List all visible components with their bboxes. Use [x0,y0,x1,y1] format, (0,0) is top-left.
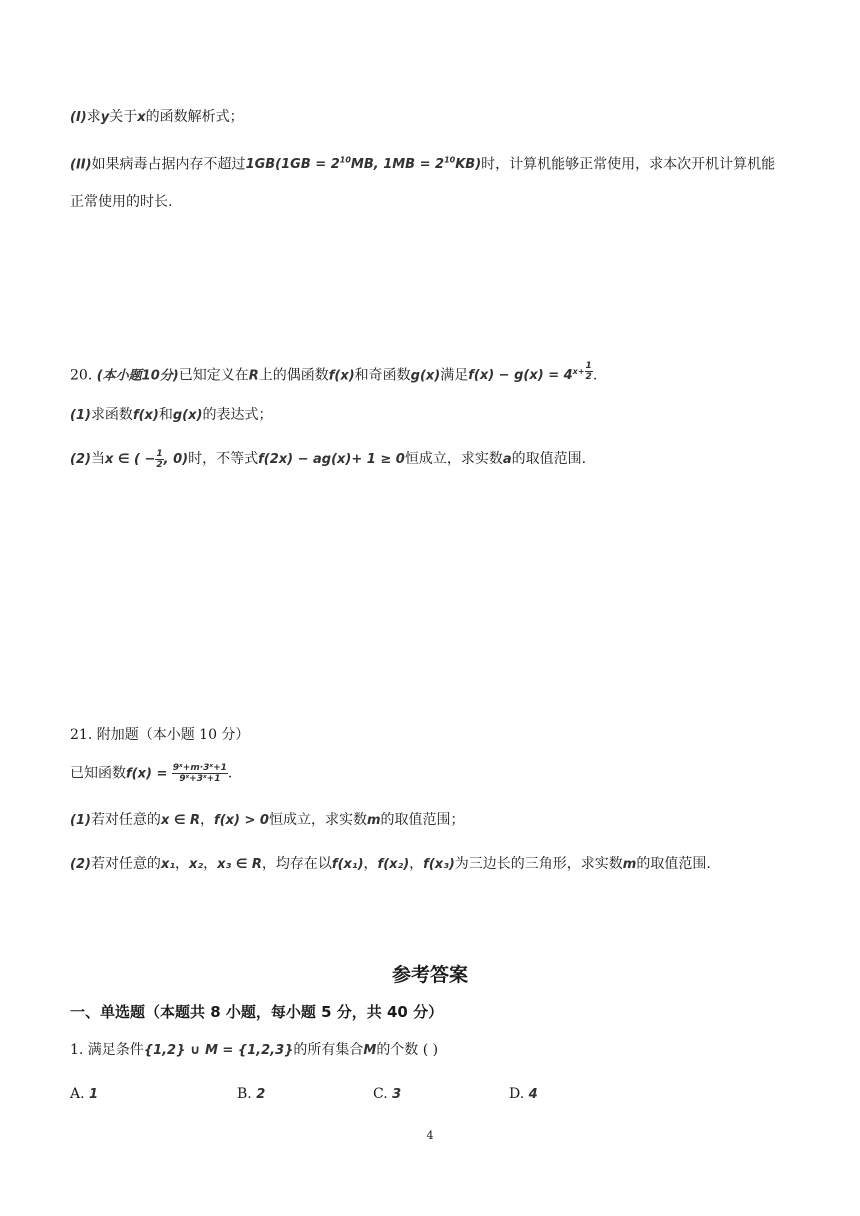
option-c: C. 3 [373,1086,402,1102]
q21-heading: 21. 附加题（本小题 10 分） [70,727,250,743]
answers-title: 参考答案 [391,964,468,986]
option-a: A. 1 [70,1086,99,1102]
q20-equation: $f(x) - g(x) = 4^{x+ \frac{1}{2}}$ [468,361,592,384]
page-number: 4 [426,1129,434,1142]
function-fraction: $\frac{\text{9ˣ+m·3ˣ+1}}{\text{9ˣ+3ˣ+1}}$ [172,763,227,784]
option-b: B. 2 [237,1086,266,1102]
fraction: $\frac{1}{2}$ [156,449,163,470]
q21-part1: (1)若对任意的x ∈ R，f(x) > 0恒成立，求实数m的取值范围； [70,812,465,828]
q20-part1: (1)求函数f(x)和g(x)的表达式； [70,407,273,423]
q21-part2: (2)若对任意的x₁，x₂，x₃ ∈ R，均存在以f(x₁)，f(x₂)，f(x₃)为三边长的三角形，求实数m的取值范围. [70,856,711,872]
q20-stem: 20. (本小题10分)已知定义在R上的偶函数f(x)和奇函数g(x)满足$f(x) - g(x) = 4^{x+ \frac{1}{2}}$ . [70,361,598,384]
q19-part2-continuation: 正常使用的时长. [70,194,173,210]
answer-question-1: 1. 满足条件{1,2} ∪ M = {1,2,3}的所有集合M的个数 ( ) [70,1042,439,1058]
option-d: D. 4 [509,1086,538,1102]
section-heading: 一、单选题（本题共 8 小题，每小题 5 分，共 40 分） [70,1003,444,1021]
q21-stem: 已知函数f(x) = $\frac{\text{9ˣ+m·3ˣ+1}}{\text{9ˣ+3ˣ+1}}$ . [70,763,233,784]
q19-part2: (II)如果病毒占据内存不超过$1GB(1GB = 2^{10}MB$, $1MB = 2^{10}KB$)时，计算机能够正常使用，求本次开机计算机能 [70,156,776,173]
q20-part2: (2)当x ∈ ( − $\frac{1}{2}$ , 0)时，不等式f(2x) − ag(x)+ 1 ≥ 0恒成立，求实数a的取值范围. [70,449,587,470]
q19-part1: (I)求y关于x的函数解析式； [70,109,244,125]
fraction: $\frac{1}{2}$ [585,361,592,382]
